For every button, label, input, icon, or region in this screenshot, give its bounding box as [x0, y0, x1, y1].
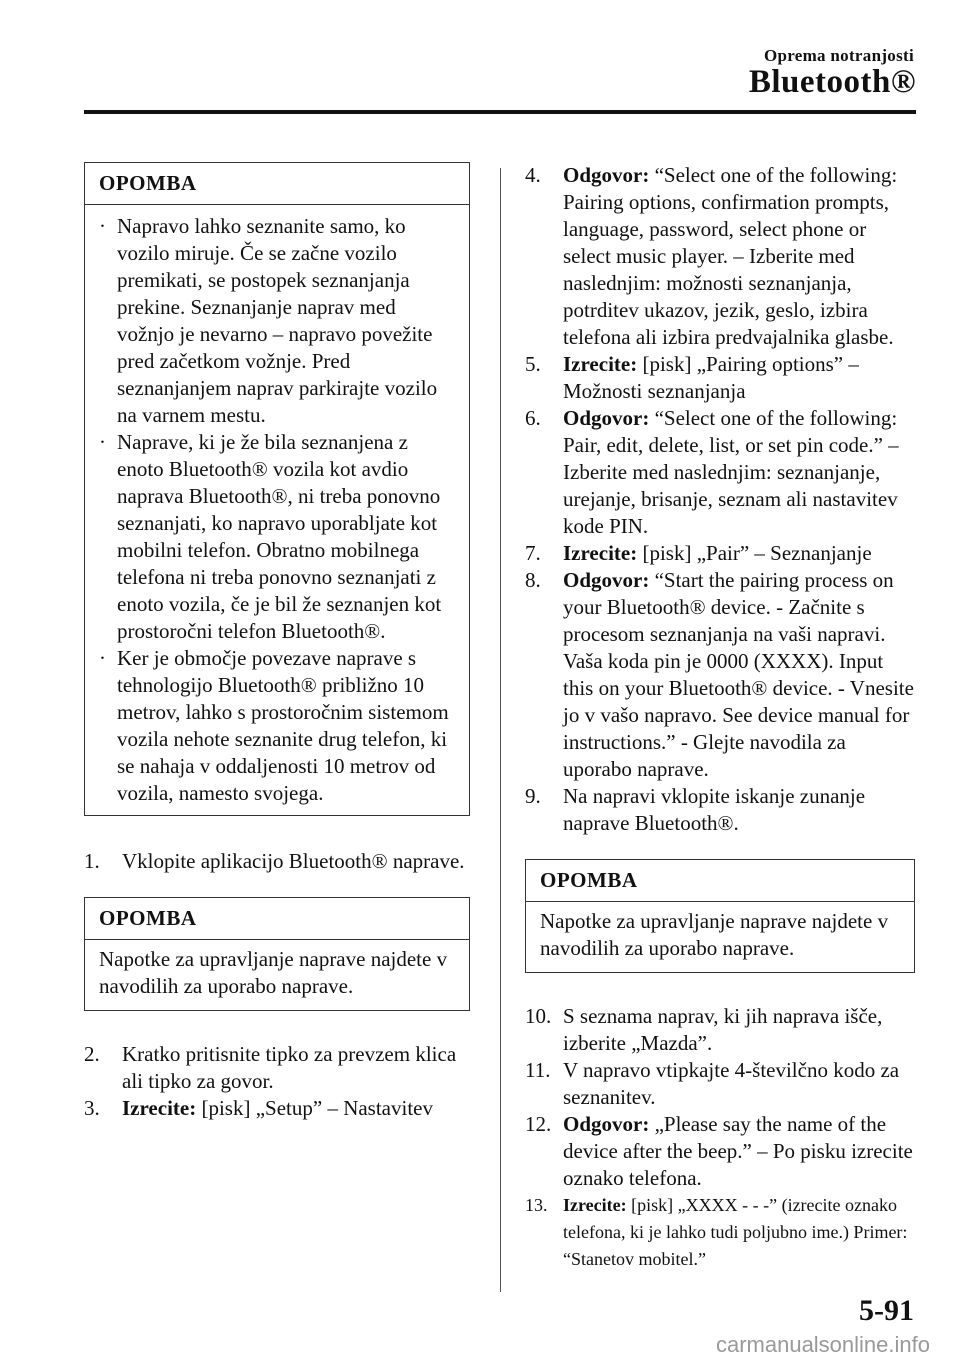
note-box-3: [525, 859, 915, 973]
note-bullet: · Ker je območje povezave naprave s tehnologijo Bluetooth® približno 10 metrov, lahko s prostoročnim sistemom vozila nehote seznanite drug telefon, ki se nahaja v oddaljenosti 10 metrov od vozila, namesto svojega.: [99, 646, 449, 805]
column-divider: [500, 168, 501, 1292]
step-10: 10. S seznama naprav, ki jih naprava išče, izberite „Mazda”.: [525, 1004, 883, 1055]
bullet-icon: ·: [99, 646, 106, 670]
note-box-2: [84, 897, 470, 1011]
note-heading: OPOMBA: [85, 163, 469, 205]
note-heading: OPOMBA: [526, 860, 914, 902]
header-section: Oprema notranjosti: [763, 46, 914, 65]
watermark: carmanualsonline.info: [715, 1332, 930, 1357]
step-9: 9. Na napravi vklopite iskanje zunanje naprave Bluetooth®.: [525, 784, 866, 835]
step-13: 13. Izrecite: [pisk] „XXXX - - -” (izrecite oznako telefona, ki je lahko tudi poljubno ime.) Primer: “Stanetov mobitel.”: [525, 1195, 908, 1269]
step-1: 1. Vklopite aplikacijo Bluetooth® naprave.: [84, 849, 465, 873]
right-column: [525, 162, 915, 1273]
page-number: 5-91: [859, 1294, 914, 1327]
note-box-1: [84, 162, 470, 816]
bullet-icon: ·: [99, 430, 106, 454]
step-11: 11. V napravo vtipkajte 4-številčno kodo za seznanitev.: [525, 1058, 900, 1109]
note-heading: OPOMBA: [85, 898, 469, 940]
step-8: 8. Odgovor: “Start the pairing process on your Bluetooth® device. - Začnite s procesom seznanjanja na vaši napravi. Vaša koda pin je 0000 (XXXX). Input this on your Bluetooth® device. - Vnesite jo v vašo napravo. See device manual for instructions.” - Glejte navodila za uporabo naprave.: [525, 568, 914, 781]
note-body: [85, 205, 469, 815]
bullet-icon: ·: [99, 214, 106, 238]
step-6: 6. Odgovor: “Select one of the following: Pair, edit, delete, list, or set pin code.” – Izberite med naslednjim: seznanjanje, urejanje, brisanje, seznam ali nastavitev kode PIN.: [525, 406, 899, 538]
step-12: 12. Odgovor: „Please say the name of the device after the beep.” – Po pisku izrecite oznako telefona.: [525, 1112, 913, 1190]
step-7: 7. Izrecite: [pisk] „Pair” – Seznanjanje: [525, 541, 872, 565]
page-title: Bluetooth®: [748, 64, 916, 100]
note-bullet: · Naprave, ki je že bila seznanjena z enoto Bluetooth® vozila kot avdio naprava Bluetooth®, ni treba ponovno seznanjati, ko napravo uporabljate kot mobilni telefon. Obratno mobilnega telefona ni treba ponovno seznanjati z enoto vozila, če je bil že seznanjen kot prostoročni telefon Bluetooth®.: [99, 430, 442, 643]
note-bullet: · Napravo lahko seznanite samo, ko vozilo miruje. Če se začne vozilo premikati, se postopek seznanjanja prekine. Seznanjanje naprav med vožnjo je nevarno – napravo povežite pred začetkom vožnje. Pred seznanjanjem naprav parkirajte vozilo na varnem mestu.: [99, 214, 438, 427]
note-text: Napotke za upravljanje naprave najdete v navodilih za uporabo naprave.: [540, 909, 889, 960]
left-column: [84, 162, 470, 1122]
step-4: 4. Odgovor: “Select one of the following: Pairing options, confirmation prompts, language, password, select phone or select music player. – Izberite med naslednjim: možnosti seznanjanja, potrditev ukazov, jezik, geslo, izbira telefona ali izbira predvajalnika glasbe.: [525, 163, 898, 349]
step-3: 3. Izrecite: [pisk] „Setup” – Nastavitev: [84, 1096, 433, 1120]
note-text: Napotke za upravljanje naprave najdete v navodilih za uporabo naprave.: [99, 947, 448, 998]
header-rule: [84, 110, 916, 114]
step-2: 2. Kratko pritisnite tipko za prevzem klica ali tipko za govor.: [84, 1042, 457, 1093]
step-5: 5. Izrecite: [pisk] „Pairing options” – Možnosti seznanjanja: [525, 352, 859, 403]
